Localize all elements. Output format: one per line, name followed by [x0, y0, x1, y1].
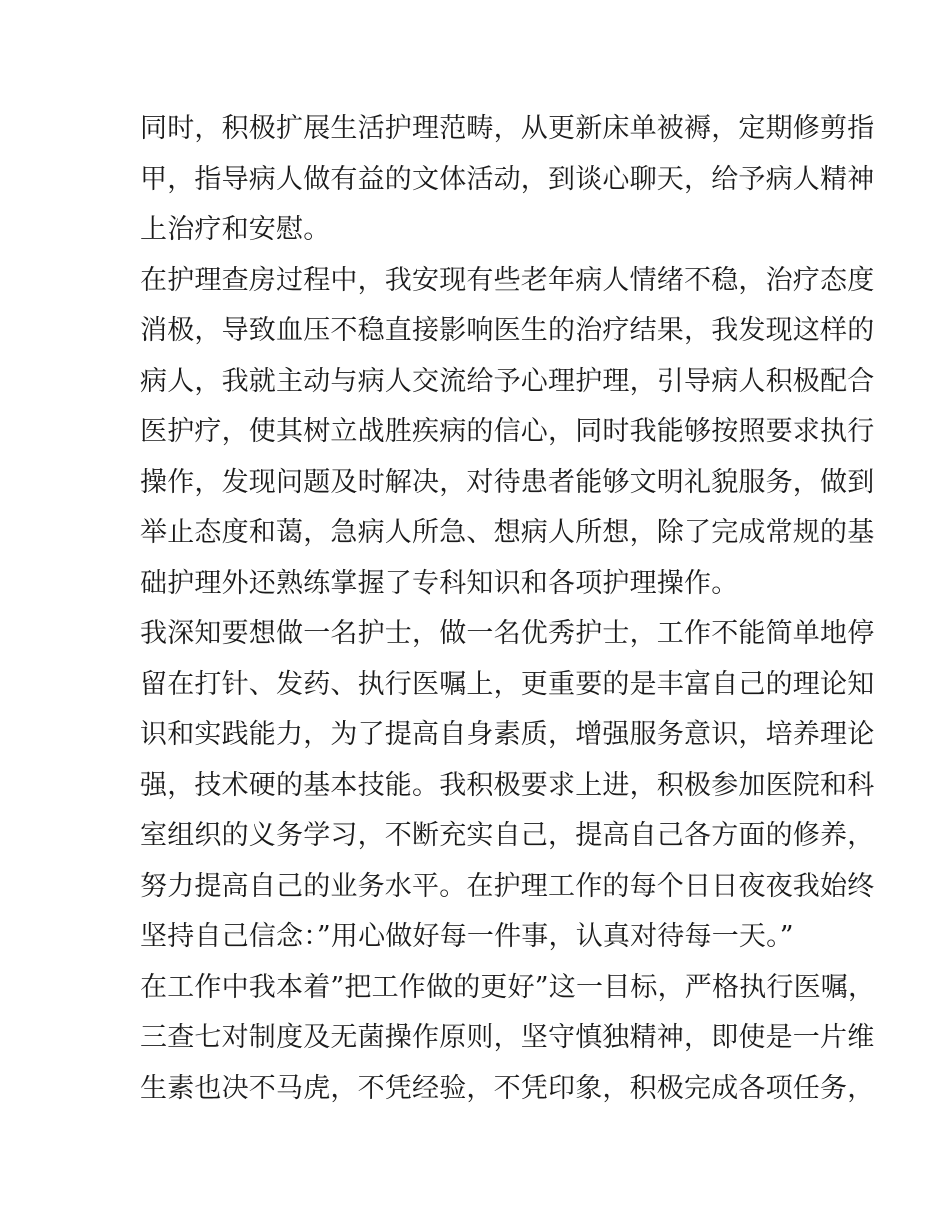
- text-line: 甲，指导病人做有益的文体活动，到谈心聊天，给予病人精神: [140, 163, 875, 195]
- text-line: 操作，发现问题及时解决，对待患者能够文明礼貌服务，做到: [140, 466, 875, 498]
- text-line: 础护理外还熟练掌握了专科知识和各项护理操作。: [140, 567, 739, 599]
- paragraph-1: [140, 104, 875, 256]
- text-line: 医护疗，使其树立战胜疾病的信心，同时我能够按照要求执行: [140, 416, 875, 447]
- paragraph-2: [140, 256, 875, 610]
- text-line: 强，技术硬的基本技能。我积极要求上进，积极参加医院和科: [140, 769, 875, 801]
- text-line: 三查七对制度及无菌操作原则，坚守慎独精神，即使是一片维: [140, 1022, 875, 1053]
- text-line: 在工作中我本着”把工作做的更好”这一目标，严格执行医嘱，: [140, 971, 876, 1003]
- text-line: 留在打针、发药、执行医嘱上，更重要的是丰富自己的理论知: [140, 668, 875, 700]
- text-line: 举止态度和蔼，急病人所急、想病人所想，除了完成常规的基: [140, 517, 875, 548]
- paragraph-3: [140, 609, 875, 963]
- text-line: 生素也决不马虎，不凭经验，不凭印象，积极完成各项任务，: [140, 1072, 875, 1104]
- text-line: 室组织的义务学习，不断充实自己，提高自己各方面的修养，: [140, 820, 875, 851]
- text-line: 努力提高自己的业务水平。在护理工作的每个日日夜夜我始终: [140, 870, 875, 902]
- text-line: 坚持自己信念：”用心做好每一件事，认真对待每一天。”: [140, 921, 794, 952]
- text-line: 病人，我就主动与病人交流给予心理护理，引导病人积极配合: [140, 365, 875, 397]
- text-line: 同时，积极扩展生活护理范畴，从更新床单被褥，定期修剪指: [140, 113, 875, 144]
- document-body: [140, 104, 876, 1114]
- text-line: 消极，导致血压不稳直接影响医生的治疗结果，我发现这样的: [140, 315, 875, 346]
- paragraph-4: [140, 963, 876, 1115]
- text-line: 上治疗和安慰。: [140, 214, 331, 245]
- text-line: 识和实践能力，为了提高自身素质，增强服务意识，培养理论: [140, 719, 875, 750]
- text-line: 我深知要想做一名护士，做一名优秀护士，工作不能简单地停: [140, 618, 875, 649]
- text-line: 在护理查房过程中，我安现有些老年病人情绪不稳，治疗态度: [140, 264, 875, 296]
